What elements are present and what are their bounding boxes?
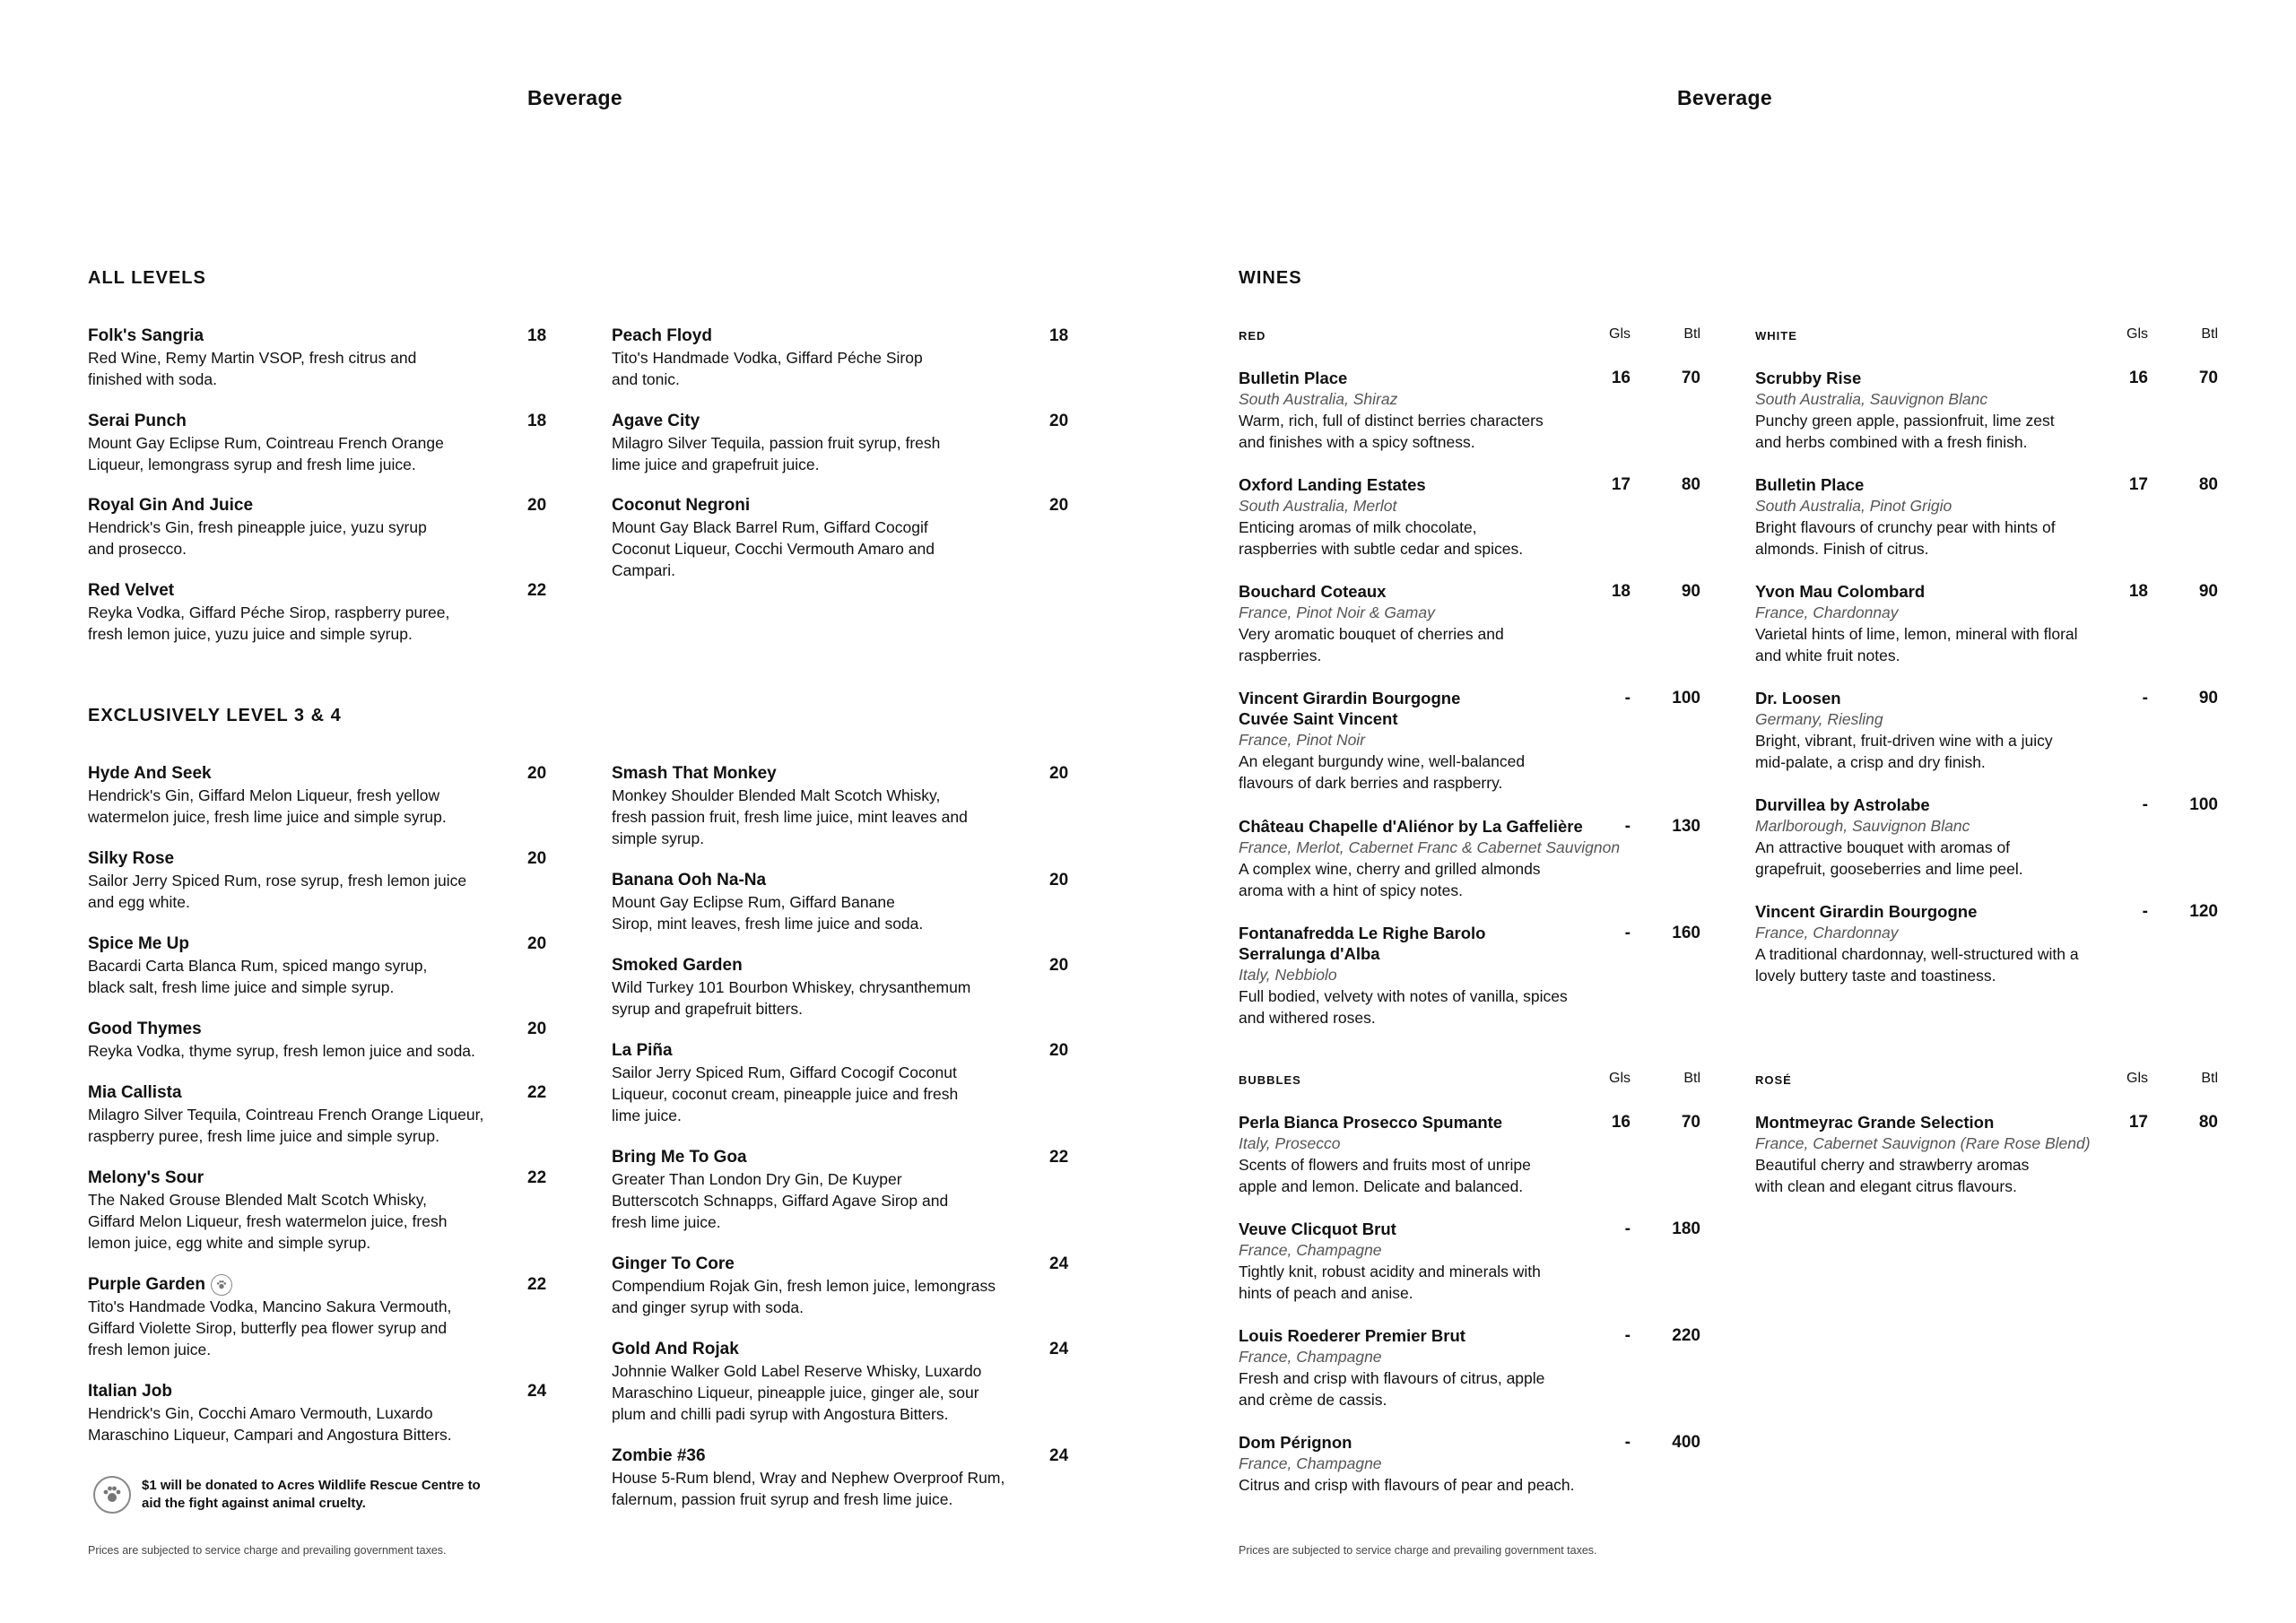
menu-item [612,1339,1085,1425]
item-description: Tito's Handmade Vodka, Mancino Sakura Vermouth, [88,1298,452,1316]
wine-name: Dom Pérignon [1239,1433,1352,1452]
wine-name: Cuvée Saint Vincent [1239,709,1398,728]
item-price: 24 [1049,1446,1069,1465]
wine-item [1239,816,1700,901]
wine-description: and crème de cassis. [1239,1391,1387,1409]
wine-origin: France, Chardonnay [1755,603,1899,621]
menu-item [612,870,1085,934]
item-description: fresh passion fruit, fresh lime juice, mint leaves and [612,808,968,826]
item-description: Giffard Melon Liqueur, fresh watermelon juice, fresh [88,1212,448,1230]
wine-origin: France, Pinot Noir [1239,731,1366,749]
wine-name: Bulletin Place [1755,475,1865,494]
donation-line: $1 will be donated to Acres Wildlife Rescue Centre to [142,1478,481,1493]
wine-description: Varietal hints of lime, lemon, mineral with floral [1755,625,2078,643]
item-price: 20 [1049,1041,1069,1060]
wine-glass-price: - [1624,1433,1631,1452]
item-name: Melony's Sour [88,1168,204,1187]
wine-name: Serralunga d'Alba [1239,944,1380,963]
btl-column-header: Btl [2201,1071,2218,1086]
item-name: Bring Me To Goa [612,1148,747,1167]
menu-item [88,1167,563,1254]
item-name: Spice Me Up [88,934,189,953]
item-description: Hendrick's Gin, Giffard Melon Liqueur, fresh yellow [88,786,440,804]
wine-bottle-price: 80 [2198,1113,2218,1132]
wine-section-title: ROSÉ [1755,1073,1792,1087]
menu-item [88,325,563,390]
item-price: 24 [1049,1254,1069,1273]
item-description: simple syrup. [612,829,705,847]
item-price: 18 [527,326,547,345]
wine-description: and withered roses. [1239,1009,1376,1027]
menu-item [612,763,1085,849]
wine-origin: South Australia, Merlot [1239,497,1397,515]
wine-bottle-price: 180 [1672,1219,1700,1238]
wine-item [1239,1325,1700,1410]
gls-column-header: Gls [2126,326,2148,342]
item-description: Giffard Violette Sirop, butterfly pea flower syrup and [88,1319,448,1338]
item-price: 18 [1049,326,1069,345]
wine-item [1239,923,1700,1028]
wines-title: WINES [1239,268,1302,288]
menu-item [88,848,563,913]
wine-item [1239,1219,1700,1304]
menu-item [88,1019,563,1062]
item-description: Sailor Jerry Spiced Rum, Giffard Cocogif Coconut [612,1063,957,1081]
wine-section-title: WHITE [1755,329,1797,343]
item-description: Milagro Silver Tequila, passion fruit syrup, fresh [612,434,941,452]
item-price: 18 [527,412,547,430]
wine-bottle-price: 100 [1672,689,1700,707]
menu-item [612,325,1085,390]
wine-origin: South Australia, Sauvignon Blanc [1755,390,1988,408]
wine-description: An elegant burgundy wine, well-balanced [1239,752,1526,770]
item-description: finished with soda. [88,370,217,388]
item-description: lime juice and grapefruit juice. [612,456,820,473]
item-name: Serai Punch [88,412,187,430]
wine-bottle-price: 160 [1672,924,1700,942]
wine-description: with clean and elegant citrus flavours. [1755,1177,2017,1195]
wine-name: Durvillea by Astrolabe [1755,795,1930,814]
item-price: 24 [1049,1340,1069,1358]
item-price: 20 [527,934,547,953]
wine-name: Perla Bianca Prosecco Spumante [1239,1113,1503,1132]
item-description: Mount Gay Black Barrel Rum, Giffard Cocogif [612,518,928,536]
wine-description: almonds. Finish of citrus. [1755,540,1929,558]
item-name: Banana Ooh Na-Na [612,871,767,890]
wine-bottle-price: 90 [2198,689,2218,707]
menu-item [612,495,1085,581]
item-description: watermelon juice, fresh lime juice and simple syrup. [88,808,447,826]
wine-glass-price: - [1624,689,1631,707]
wine-item [1239,688,1700,794]
item-description: Maraschino Liqueur, pineapple juice, ginger ale, sour [612,1384,979,1402]
wine-item [1239,474,1700,560]
item-price: 20 [527,496,547,515]
left-page-title: Beverage [527,86,622,109]
wine-glass-price: - [2142,689,2148,707]
item-description: fresh lime juice. [612,1213,721,1231]
wine-origin: France, Chardonnay [1755,924,1899,942]
item-name: Smash That Monkey [612,764,777,783]
wine-name: Oxford Landing Estates [1239,475,1426,494]
wine-item [1755,581,2218,666]
item-price: 20 [527,1020,547,1038]
wine-description: Very aromatic bouquet of cherries and [1239,625,1504,643]
wine-description: A complex wine, cherry and grilled almonds [1239,860,1541,878]
wine-description: lovely buttery taste and toastiness. [1755,967,1996,985]
menu-item [612,1445,1085,1510]
wine-description: mid-palate, a crisp and dry finish. [1755,753,1986,771]
item-price: 22 [527,1168,547,1187]
wine-bottle-price: 90 [2198,582,2218,601]
wine-name: Dr. Loosen [1755,689,1841,707]
paw-badge-icon [211,1274,232,1296]
item-description: Reyka Vodka, Giffard Péche Sirop, raspberry puree, [88,603,450,621]
item-description: plum and chilli padi syrup with Angostura Bitters. [612,1405,949,1423]
item-name: Smoked Garden [612,956,743,975]
wine-description: Punchy green apple, passionfruit, lime zest [1755,412,2055,430]
menu-item [88,1381,563,1445]
wine-glass-price: - [1624,924,1631,942]
wine-glass-price: 17 [1611,475,1631,494]
right-page-title: Beverage [1677,86,1772,109]
wine-bottle-price: 70 [1681,1113,1700,1132]
wine-origin: France, Cabernet Sauvignon (Rare Rose Blend) [1755,1134,2091,1152]
menu-item [88,933,563,998]
wine-description: apple and lemon. Delicate and balanced. [1239,1177,1524,1195]
wine-item [1755,368,2218,453]
item-price: 24 [527,1382,547,1401]
wine-description: Bright flavours of crunchy pear with hints of [1755,518,2056,536]
item-description: Reyka Vodka, thyme syrup, fresh lemon juice and soda. [88,1042,475,1060]
item-description: Maraschino Liqueur, Campari and Angostura Bitters. [88,1426,452,1444]
wine-glass-price: - [1624,817,1631,836]
item-name: Zombie #36 [612,1446,706,1465]
item-description: Hendrick's Gin, fresh pineapple juice, yuzu syrup [88,518,427,536]
wine-name: Montmeyrac Grande Selection [1755,1113,1995,1132]
menu-item [88,1274,563,1360]
item-name: Mia Callista [88,1083,182,1102]
all-levels-title: ALL LEVELS [88,268,206,288]
item-name: La Piña [612,1041,673,1060]
donation-line: aid the fight against animal cruelty. [142,1496,366,1511]
wine-bottle-price: 400 [1672,1433,1700,1452]
wine-glass-price: - [1624,1219,1631,1238]
item-description: Tito's Handmade Vodka, Giffard Péche Sirop [612,349,923,367]
wine-name: Yvon Mau Colombard [1755,582,1926,601]
item-description: Sirop, mint leaves, fresh lime juice and soda. [612,915,924,933]
wine-description: Enticing aromas of milk chocolate, [1239,518,1477,536]
wine-description: flavours of dark berries and raspberry. [1239,774,1503,792]
wine-description: aroma with a hint of spicy notes. [1239,881,1463,899]
menu-item [88,580,563,645]
item-price: 20 [527,849,547,868]
gls-column-header: Gls [1609,326,1631,342]
item-description: Wild Turkey 101 Bourbon Whiskey, chrysanthemum [612,978,971,996]
wine-glass-price: 16 [1611,1113,1631,1132]
wine-origin: Italy, Prosecco [1239,1134,1341,1152]
item-name: Silky Rose [88,849,175,868]
wine-glass-price: 16 [1611,369,1631,387]
wine-origin: South Australia, Pinot Grigio [1755,497,1952,515]
wine-origin: France, Merlot, Cabernet Franc & Cabernet Sauvignon [1239,838,1621,856]
menu-item [612,411,1085,475]
item-description: Butterscotch Schnapps, Giffard Agave Sirop and [612,1192,949,1210]
item-description: Red Wine, Remy Martin VSOP, fresh citrus and [88,349,417,367]
item-name: Agave City [612,412,700,430]
gls-column-header: Gls [2126,1071,2148,1086]
item-name: Italian Job [88,1382,172,1401]
btl-column-header: Btl [1683,326,1700,342]
wine-name: Bulletin Place [1239,369,1348,387]
item-description: House 5-Rum blend, Wray and Nephew Overproof Rum, [612,1469,1005,1487]
item-description: Greater Than London Dry Gin, De Kuyper [612,1170,902,1188]
wine-description: and herbs combined with a fresh finish. [1755,433,2028,451]
wine-origin: France, Champagne [1239,1348,1382,1366]
item-name: Purple Garden [88,1274,563,1296]
item-description: Campari. [612,561,675,579]
wine-glass-price: 16 [2128,369,2148,387]
menu-item [88,495,563,560]
wine-item [1239,1112,1700,1197]
gls-column-header: Gls [1609,1071,1631,1086]
wine-item [1239,1432,1700,1496]
btl-column-header: Btl [2201,326,2218,342]
item-price: 20 [527,764,547,783]
paw-badge-icon [93,1476,131,1514]
item-name: Ginger To Core [612,1254,735,1273]
wine-bottle-price: 120 [2189,902,2218,921]
wine-bottle-price: 90 [1681,582,1700,601]
wine-bottle-price: 70 [1681,369,1700,387]
wine-glass-price: 18 [1611,582,1631,601]
item-price: 20 [1049,956,1069,975]
wine-section-title: BUBBLES [1239,1073,1301,1087]
wine-glass-price: - [1624,1326,1631,1345]
item-description: syrup and grapefruit bitters. [612,1000,804,1018]
item-description: Mount Gay Eclipse Rum, Giffard Banane [612,893,895,911]
wine-description: Tightly knit, robust acidity and minerals with [1239,1263,1541,1280]
wine-description: An attractive bouquet with aromas of [1755,838,2011,856]
wine-description: raspberries. [1239,647,1322,664]
item-description: Mount Gay Eclipse Rum, Cointreau French Orange [88,434,444,452]
wine-glass-price: - [2142,795,2148,814]
wine-bottle-price: 80 [2198,475,2218,494]
wine-origin: South Australia, Shiraz [1239,390,1398,408]
item-price: 22 [1049,1148,1069,1167]
wine-name: Scrubby Rise [1755,369,1862,387]
menu-item [88,411,563,475]
wine-glass-price: 17 [2128,475,2148,494]
item-description: The Naked Grouse Blended Malt Scotch Whisky, [88,1191,428,1209]
wine-name: Louis Roederer Premier Brut [1239,1326,1465,1345]
wine-item [1755,474,2218,560]
item-description: Johnnie Walker Gold Label Reserve Whisky, Luxardo [612,1362,982,1380]
wine-glass-price: 18 [2128,582,2148,601]
wine-description: Bright, vibrant, fruit-driven wine with a juicy [1755,732,2053,750]
item-description: Bacardi Carta Blanca Rum, spiced mango syrup, [88,957,428,975]
item-name: Royal Gin And Juice [88,496,254,515]
item-description: lemon juice, egg white and simple syrup. [88,1234,371,1252]
item-description: Milagro Silver Tequila, Cointreau French Orange Liqueur, [88,1106,484,1124]
wine-glass-price: - [2142,902,2148,921]
wine-name: Fontanafredda Le Righe Barolo [1239,924,1486,942]
wine-item [1755,688,2218,773]
item-description: and egg white. [88,893,190,911]
wine-section-title: RED [1239,329,1266,343]
item-description: black salt, fresh lime juice and simple syrup. [88,978,395,996]
wine-description: Scents of flowers and fruits most of unripe [1239,1156,1531,1174]
wine-item [1755,1112,2218,1197]
wine-item [1239,581,1700,666]
item-name: Hyde And Seek [88,764,212,783]
item-description: lime juice. [612,1107,682,1124]
wine-description: grapefruit, gooseberries and lime peel. [1755,860,2023,878]
menu-item [88,1082,563,1147]
donation-note [93,1476,518,1514]
wine-origin: France, Champagne [1239,1454,1382,1472]
item-description: Hendrick's Gin, Cocchi Amaro Vermouth, Luxardo [88,1404,433,1422]
wine-description: raspberries with subtle cedar and spices. [1239,540,1524,558]
wine-name: Château Chapelle d'Aliénor by La Gaffelière [1239,817,1583,836]
wine-origin: France, Champagne [1239,1241,1382,1259]
item-price: 22 [527,581,547,600]
item-name: Folk's Sangria [88,326,204,345]
menu-item [612,955,1085,1020]
item-description: fresh lemon juice. [88,1341,212,1359]
item-name: Coconut Negroni [612,496,751,515]
menu-item [612,1040,1085,1126]
item-price: 22 [527,1083,547,1102]
item-name: Gold And Rojak [612,1340,739,1358]
wine-name: Vincent Girardin Bourgogne [1755,902,1978,921]
wine-item [1239,368,1700,453]
item-description: and tonic. [612,370,680,388]
item-name: Peach Floyd [612,326,712,345]
item-name: Red Velvet [88,581,175,600]
wine-description: Fresh and crisp with flavours of citrus, apple [1239,1369,1545,1387]
wine-bottle-price: 220 [1672,1326,1700,1345]
wine-description: and white fruit notes. [1755,647,1900,664]
wine-bottle-price: 130 [1672,817,1700,836]
wine-bottle-price: 70 [2198,369,2218,387]
wine-description: Warm, rich, full of distinct berries characters [1239,412,1544,430]
item-name: Good Thymes [88,1020,202,1038]
wine-name: Bouchard Coteaux [1239,582,1387,601]
item-description: and ginger syrup with soda. [612,1298,804,1316]
wine-description: A traditional chardonnay, well-structured with a [1755,945,2079,963]
item-price: 20 [1049,764,1069,783]
item-price: 20 [1049,496,1069,515]
wine-description: and finishes with a spicy softness. [1239,433,1475,451]
exclusive-title: EXCLUSIVELY LEVEL 3 & 4 [88,706,342,725]
left-footer-note: Prices are subjected to service charge and prevailing government taxes. [88,1544,447,1557]
wine-origin: Germany, Riesling [1755,710,1883,728]
wine-description: Citrus and crisp with flavours of pear and peach. [1239,1476,1575,1494]
item-description: and prosecco. [88,540,187,558]
item-description: raspberry puree, fresh lime juice and simple syrup. [88,1127,439,1145]
item-description: Sailor Jerry Spiced Rum, rose syrup, fresh lemon juice [88,872,467,890]
item-description: Liqueur, lemongrass syrup and fresh lime juice. [88,456,416,473]
item-description: Liqueur, coconut cream, pineapple juice and fresh [612,1085,959,1103]
item-description: Monkey Shoulder Blended Malt Scotch Whisky, [612,786,941,804]
item-description: Coconut Liqueur, Cocchi Vermouth Amaro and [612,540,935,558]
wine-origin: Marlborough, Sauvignon Blanc [1755,817,1970,835]
btl-column-header: Btl [1683,1071,1700,1086]
menu-item [88,763,563,828]
item-price: 20 [1049,412,1069,430]
item-description: Compendium Rojak Gin, fresh lemon juice, lemongrass [612,1277,996,1295]
item-description: fresh lemon juice, yuzu juice and simple syrup. [88,625,413,643]
wine-item [1755,794,2218,880]
item-price: 22 [527,1275,547,1294]
wine-description: Beautiful cherry and strawberry aromas [1755,1156,2030,1174]
menu-item [612,1254,1085,1318]
item-price: 20 [1049,871,1069,890]
wine-name: Veuve Clicquot Brut [1239,1219,1396,1238]
right-footer-note: Prices are subjected to service charge and prevailing government taxes. [1239,1544,1597,1557]
wine-name: Vincent Girardin Bourgogne [1239,689,1461,707]
wine-bottle-price: 80 [1681,475,1700,494]
wine-bottle-price: 100 [2189,795,2218,814]
wine-description: hints of peach and anise. [1239,1284,1413,1302]
item-description: falernum, passion fruit syrup and fresh lime juice. [612,1490,953,1508]
wine-item [1755,901,2218,986]
wine-description: Full bodied, velvety with notes of vanilla, spices [1239,987,1568,1005]
menu-item [612,1147,1085,1233]
wine-glass-price: 17 [2128,1113,2148,1132]
wine-origin: Italy, Nebbiolo [1239,966,1337,984]
wine-origin: France, Pinot Noir & Gamay [1239,603,1435,621]
